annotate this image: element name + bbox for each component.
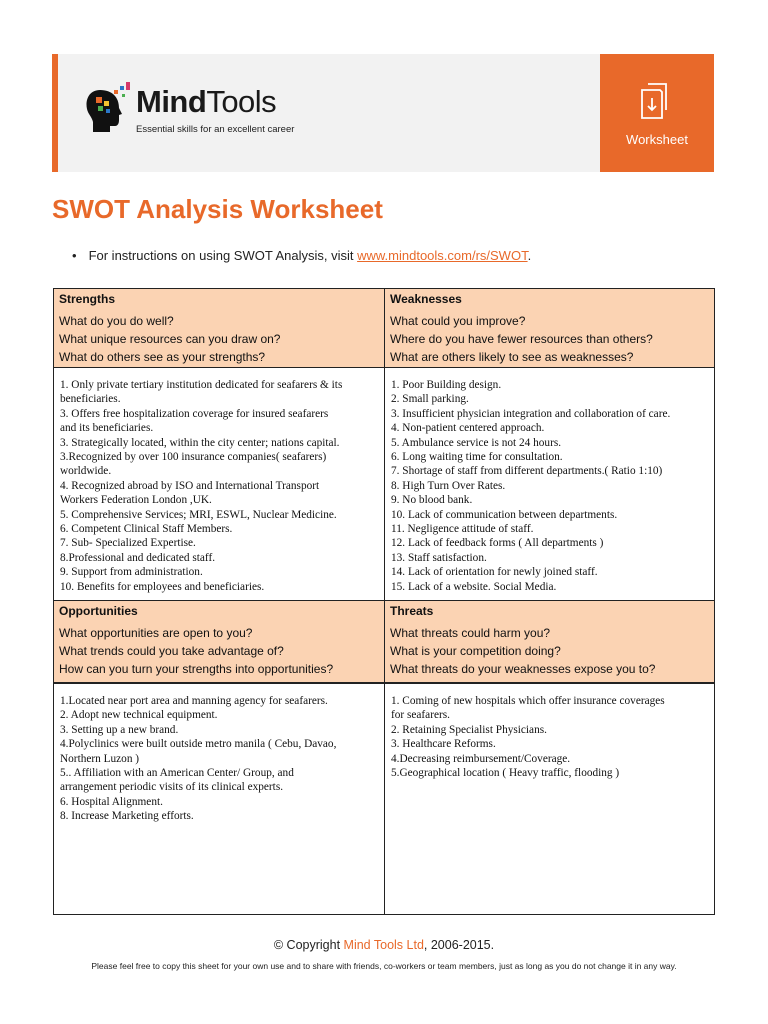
opportunities-question: What trends could you take advantage of? <box>59 644 284 658</box>
page-header <box>52 54 714 172</box>
opportunities-line: 5.. Affiliation with an American Center/ Group, and <box>60 767 294 780</box>
opportunities-line: 3. Setting up a new brand. <box>60 723 179 736</box>
weaknesses-body[interactable] <box>385 368 714 600</box>
opportunities-line: 6. Hospital Alignment. <box>60 795 163 808</box>
threats-line: 1. Coming of new hospitals which offer insurance coverages <box>391 695 665 707</box>
threats-question: What threats do your weaknesses expose you to? <box>390 662 656 676</box>
logo-wordmark <box>136 84 276 120</box>
usage-notice: Please feel free to copy this sheet for your own use and to share with friends, co-workers or team members, just as long as you do not change it in any way. <box>91 961 677 971</box>
strengths-line: 4. Recognized abroad by ISO and International Transport <box>60 479 320 492</box>
weaknesses-line: 3. Insufficient physician integration and collaboration of care. <box>391 407 671 420</box>
strengths-title: Strengths <box>59 292 116 306</box>
strengths-line: 3. Strategically located, within the city center; nations capital. <box>60 436 340 449</box>
strengths-line: 6. Competent Clinical Staff Members. <box>60 523 233 536</box>
threats-question: What threats could harm you? <box>390 626 551 640</box>
threats-line: 3. Healthcare Reforms. <box>391 738 496 751</box>
strengths-line: 5. Comprehensive Services; MRI, ESWL, Nuclear Medicine. <box>60 508 337 521</box>
threats-line: 4.Decreasing reimbursement/Coverage. <box>391 752 571 765</box>
threats-header <box>385 601 714 682</box>
weaknesses-line: 11. Negligence attitude of staff. <box>391 523 534 536</box>
threats-line: for seafarers. <box>391 709 450 722</box>
opportunities-line: Northern Luzon ) <box>60 752 140 765</box>
weaknesses-title: Weaknesses <box>390 292 462 306</box>
strengths-line: beneficiaries. <box>60 393 121 406</box>
weaknesses-line: 14. Lack of orientation for newly joined staff. <box>391 566 598 579</box>
opportunities-question: How can you turn your strengths into opportunities? <box>59 662 334 676</box>
strengths-question: What do others see as your strengths? <box>59 350 266 364</box>
swot-link[interactable]: www.mindtools.com/rs/SWOT <box>357 248 528 263</box>
column-divider <box>384 289 385 914</box>
strengths-line: Workers Federation London ,UK. <box>60 494 212 507</box>
strengths-line: 3. Offers free hospitalization coverage for insured seafarers <box>60 407 329 420</box>
strengths-body[interactable] <box>54 368 384 600</box>
strengths-line: 10. Benefits for employees and beneficiaries. <box>60 580 265 593</box>
weaknesses-line: 4. Non-patient centered approach. <box>391 422 545 435</box>
weaknesses-line: 8. High Turn Over Rates. <box>391 479 506 492</box>
bullet: • <box>72 248 77 263</box>
worksheet-label: Worksheet <box>626 132 688 147</box>
weaknesses-line: 9. No blood bank. <box>391 494 473 507</box>
weaknesses-line: 1. Poor Building design. <box>391 379 502 391</box>
opportunities-header <box>54 601 384 682</box>
strengths-line: 1. Only private tertiary institution dedicated for seafarers & its <box>60 379 343 391</box>
instructions-suffix: . <box>527 248 532 263</box>
threats-body[interactable] <box>385 684 714 914</box>
instructions-line <box>72 248 531 263</box>
document-download-icon <box>638 82 674 120</box>
mindtools-logo <box>84 80 324 140</box>
strengths-line: 8.Professional and dedicated staff. <box>60 551 216 564</box>
strengths-question: What do you do well? <box>59 314 174 328</box>
weaknesses-line: 15. Lack of a website. Social Media. <box>391 580 557 593</box>
worksheet-badge <box>600 54 714 172</box>
weaknesses-line: 10. Lack of communication between departments. <box>391 508 618 521</box>
weaknesses-line: 5. Ambulance service is not 24 hours. <box>391 436 562 449</box>
swot-grid <box>53 288 715 915</box>
strengths-line: 9. Support from administration. <box>60 566 203 579</box>
instructions-text: For instructions on using SWOT Analysis, visit <box>88 248 358 263</box>
threats-line: 5.Geographical location ( Heavy traffic, flooding ) <box>391 767 620 780</box>
weaknesses-question: What are others likely to see as weaknesses? <box>390 350 634 364</box>
opportunities-line: 2. Adopt new technical equipment. <box>60 709 218 722</box>
weaknesses-line: 6. Long waiting time for consultation. <box>391 451 563 464</box>
opportunities-line: 4.Polyclinics were built outside metro manila ( Cebu, Davao, <box>60 738 337 751</box>
weaknesses-header <box>385 289 714 367</box>
mindtools-link[interactable]: Mind Tools Ltd <box>343 938 424 952</box>
copyright-prefix: © Copyright <box>273 938 344 952</box>
weaknesses-line: 7. Shortage of staff from different departments.( Ratio 1:10) <box>391 465 663 478</box>
weaknesses-line: 13. Staff satisfaction. <box>391 551 487 564</box>
logo-mind: Mind <box>136 84 207 119</box>
threats-line: 2. Retaining Specialist Physicians. <box>391 723 547 736</box>
weaknesses-line: 12. Lack of feedback forms ( All departments ) <box>391 537 604 550</box>
threats-title: Threats <box>390 604 434 618</box>
strengths-header <box>54 289 384 367</box>
header-accent-bar <box>52 54 58 172</box>
weaknesses-question: Where do you have fewer resources than others? <box>390 332 653 346</box>
opportunities-line: 1.Located near port area and manning agency for seafarers. <box>60 695 328 707</box>
copyright-suffix: , 2006-2015. <box>423 938 495 952</box>
head-logo-icon <box>84 80 134 136</box>
strengths-question: What unique resources can you draw on? <box>59 332 281 346</box>
weaknesses-question: What could you improve? <box>390 314 526 328</box>
threats-question: What is your competition doing? <box>390 644 561 658</box>
strengths-line: 3.Recognized by over 100 insurance companies( seafarers) <box>60 451 327 464</box>
opportunities-line: arrangement periodic visits of its clinical experts. <box>60 781 284 794</box>
strengths-line: worldwide. <box>60 465 112 478</box>
page-title: SWOT Analysis Worksheet <box>52 194 383 224</box>
opportunities-title: Opportunities <box>59 604 138 618</box>
logo-tools: Tools <box>206 84 277 119</box>
weaknesses-line: 2. Small parking. <box>391 393 469 406</box>
opportunities-line: 8. Increase Marketing efforts. <box>60 810 194 823</box>
strengths-line: and its beneficiaries. <box>60 422 154 435</box>
strengths-line: 7. Sub- Specialized Expertise. <box>60 537 196 550</box>
opportunities-body[interactable] <box>54 684 384 914</box>
logo-tagline: Essential skills for an excellent career <box>136 124 295 135</box>
copyright-line <box>0 938 768 952</box>
opportunities-question: What opportunities are open to you? <box>59 626 253 640</box>
